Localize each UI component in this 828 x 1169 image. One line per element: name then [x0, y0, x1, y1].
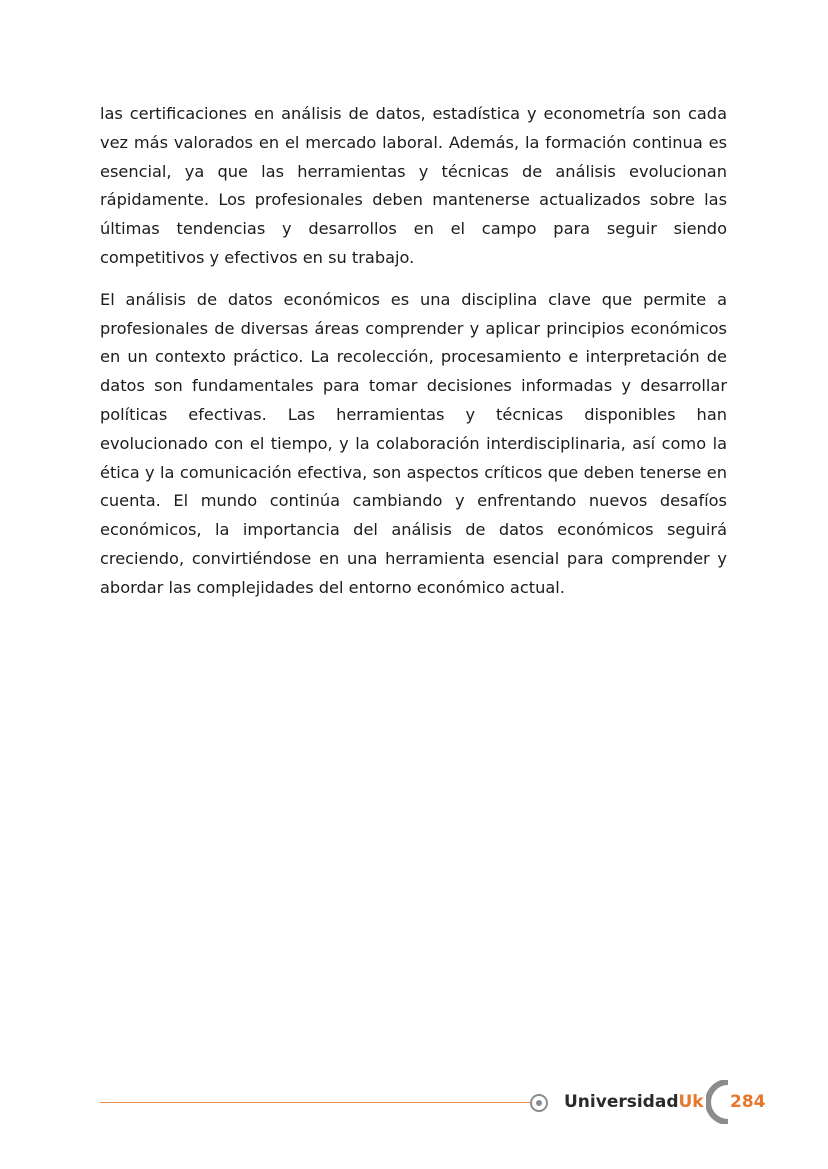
brand-accent: Uk [678, 1092, 704, 1112]
brand-logo [564, 1090, 704, 1114]
target-circle-icon [530, 1094, 548, 1112]
paragraph: las certificaciones en análisis de datos, estadística y econometría son cada vez más valorados en el mercado laboral. Además, la formación continua es esencial, ya que las herramientas y técnicas de análisis evolucionan rápidamente. Los profesionales deben mantenerse actualizados sobre las últimas tendencias y desarrollos en el campo para seguir siendo competitivos y efectivos en su trabajo. [100, 104, 727, 267]
page-footer [100, 1078, 800, 1128]
paragraph: El análisis de datos económicos es una disciplina clave que permite a profesionales de diversas áreas comprender y aplicar principios económicos en un contexto práctico. La recolección, procesamiento e interpretación de datos son fundamentales para tomar decisiones informadas y desarrollar políticas efectivas. Las herramientas y técnicas disponibles han evolucionado con el tiempo, y la colaboración interdisciplinaria, así como la ética y la comunicación efectiva, son aspectos críticos que deben tenerse en cuenta. El mundo continúa cambiando y enfrentando nuevos desafíos económicos, la importancia del análisis de datos económicos seguirá creciendo, convirtiéndose en una herramienta esencial para comprender y abordar las complejidades del entorno económico actual. [100, 289, 727, 597]
page-content [100, 100, 727, 616]
brand-name: Universidad [564, 1092, 679, 1112]
footer-divider-line [100, 1102, 530, 1103]
page-number: 284 [730, 1092, 766, 1112]
